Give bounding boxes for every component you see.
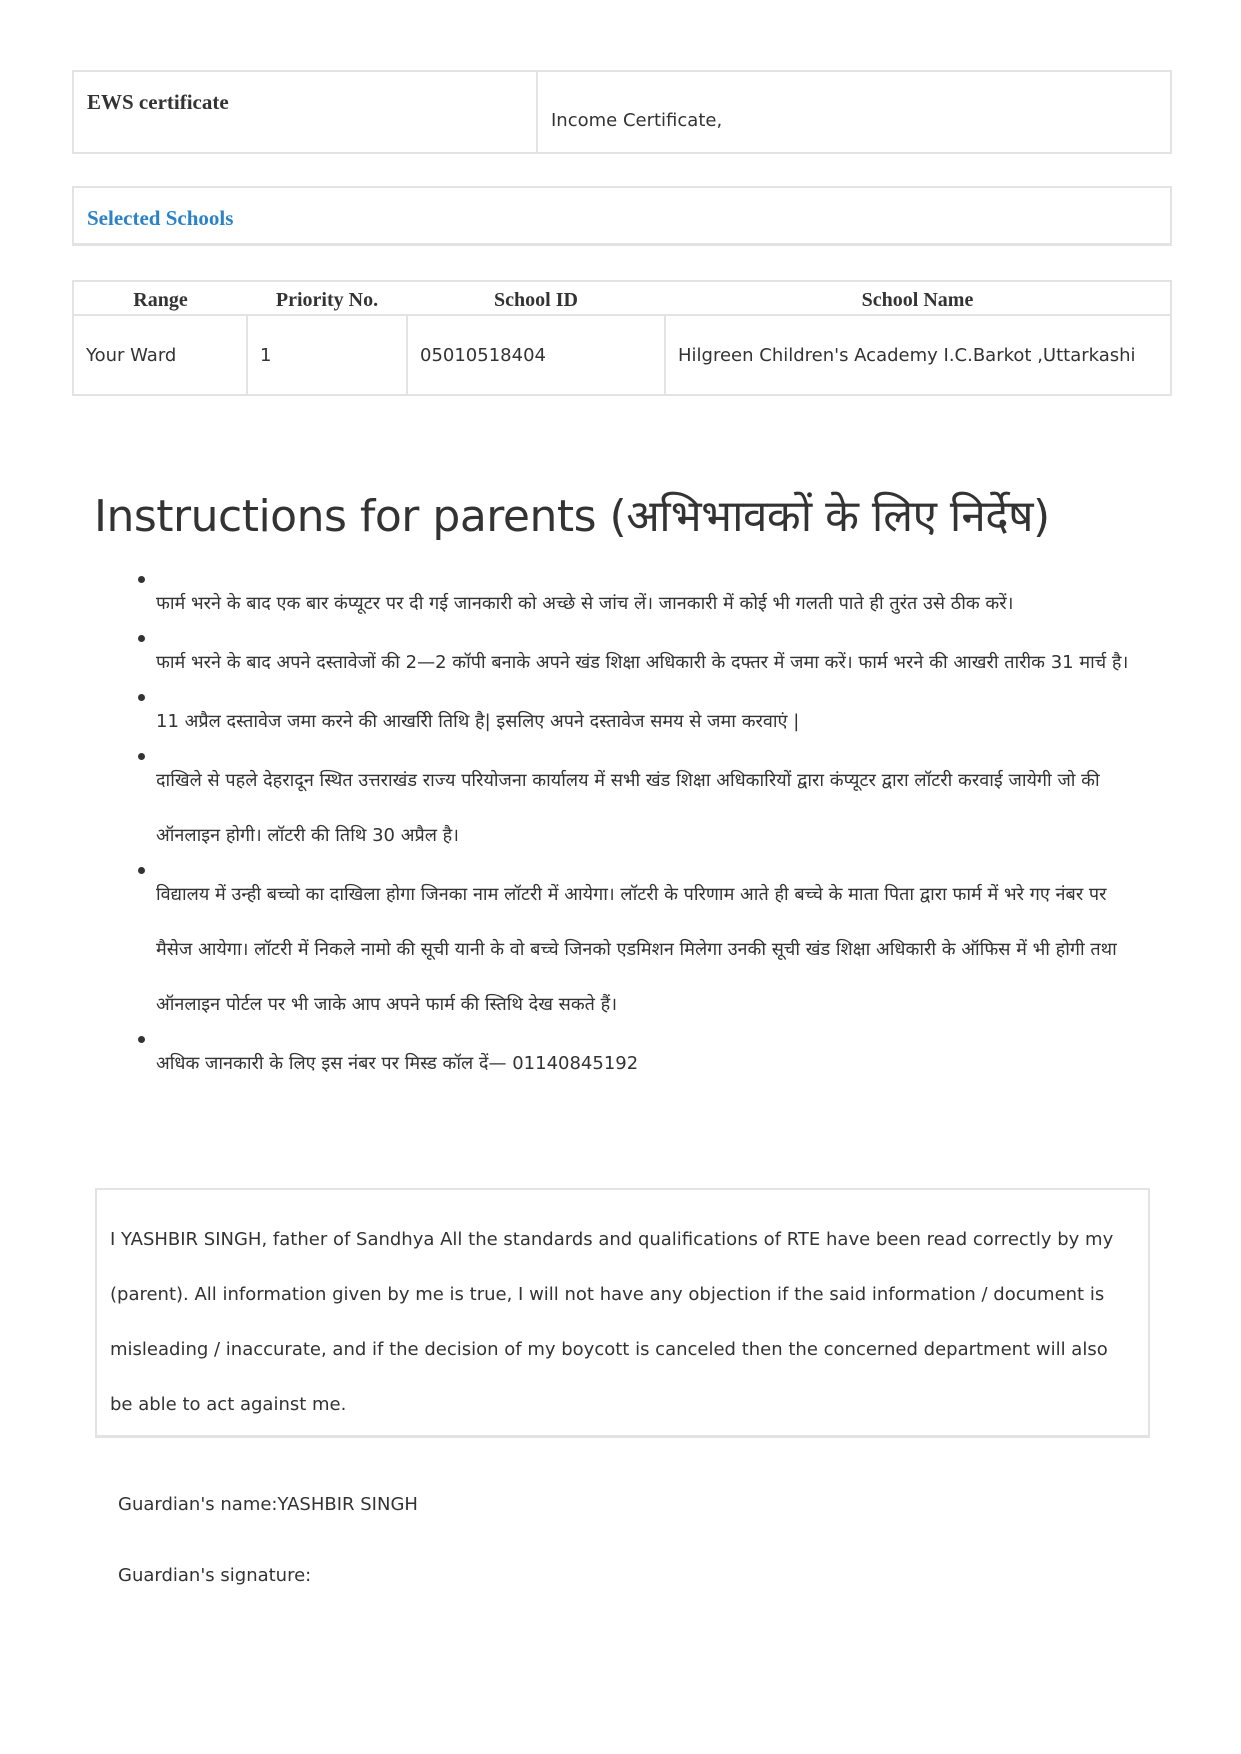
- instruction-item: [136, 1032, 1146, 1091]
- selected-schools-title: Selected Schools: [87, 206, 234, 230]
- instruction-item: [136, 690, 1146, 749]
- column-header-priority: Priority No.: [247, 281, 407, 315]
- guardian-signature-label: Guardian's signature:: [118, 1565, 312, 1586]
- table-row: [73, 315, 1171, 395]
- selected-schools-panel: [72, 186, 1172, 246]
- instruction-text: विद्यालय में उन्ही बच्चो का दाखिला होगा जिनका नाम लॉटरी में आयेगा। लॉटरी के परिणाम आते ही बच्चे के माता पिता द्वारा फार्म में भरे गए नंबर पर मैसेज आयेगा। लॉटरी में निकले नामो की सूची यानी के वो बच्चे जिनको एडमिशन मिलेगा उनकी सूची खंड शिक्षा अधिकारी के ऑफिस में भी होगी तथा ऑनलाइन पोर्टल पर भी जाके आप अपने फार्म की स्तिथि देख सकते हैं।: [156, 884, 1117, 1015]
- instruction-text: फार्म भरने के बाद एक बार कंप्यूटर पर दी गई जानकारी को अच्छे से जांच लें। जानकारी में कोई भी गलती पाते ही तुरंत उसे ठीक करें।: [156, 593, 1014, 614]
- instruction-item: [136, 749, 1146, 863]
- instructions-heading: Instructions for parents (अभिभावकों के लिए निर्देष): [94, 491, 1050, 542]
- ews-certificate-label: EWS certificate: [74, 72, 538, 152]
- instructions-list: [136, 572, 1146, 1091]
- column-header-school-id: School ID: [407, 281, 665, 315]
- cell-priority: 1: [247, 315, 407, 395]
- declaration-text: I YASHBIR SINGH, father of Sandhya All the standards and qualifications of RTE have been read correctly by my (parent). All information given by me is true, I will not have any objection if the said information / document is misleading / inaccurate, and if the decision of my boycott is canceled then the concerned department will also be able to act against me.: [110, 1229, 1114, 1415]
- cell-school-id: 05010518404: [407, 315, 665, 395]
- cell-school-name: Hilgreen Children's Academy I.C.Barkot ,Uttarkashi: [678, 344, 1136, 366]
- ews-certificate-row: [72, 70, 1172, 154]
- instruction-item: [136, 572, 1146, 631]
- instruction-item: [136, 863, 1146, 1032]
- column-header-school-name: School Name: [665, 281, 1171, 315]
- ews-certificate-value: Income Certificate,: [551, 110, 723, 131]
- guardian-name: Guardian's name:YASHBIR SINGH: [118, 1494, 418, 1515]
- instruction-text: दाखिले से पहले देहरादून स्थित उत्तराखंड राज्य परियोजना कार्यालय में सभी खंड शिक्षा अधिकारियों द्वारा कंप्यूटर द्वारा लॉटरी करवाई जायेगी जो की ऑनलाइन होगी। लॉटरी की तिथि 30 अप्रैल है।: [156, 770, 1100, 846]
- instruction-text: अधिक जानकारी के लिए इस नंबर पर मिस्ड कॉल दें— 01140845192: [156, 1053, 639, 1074]
- table-header-row: [73, 281, 1171, 315]
- instruction-text: 11 अप्रैल दस्तावेज जमा करने की आखरिी तिथि है| इसलिए अपने दस्तावेज समय से जमा करवाएं |: [156, 711, 800, 732]
- instruction-item: [136, 631, 1146, 690]
- selected-schools-table: [72, 280, 1172, 396]
- instruction-text: फार्म भरने के बाद अपने दस्तावेजों की 2—2 कॉपी बनाके अपने खंड शिक्षा अधिकारी के दफ्तर में जमा करें। फार्म भरने की आखरी तारीक 31 मार्च है।: [156, 652, 1129, 673]
- declaration-box: [95, 1188, 1150, 1438]
- column-header-range: Range: [73, 281, 247, 315]
- cell-range: Your Ward: [73, 315, 247, 395]
